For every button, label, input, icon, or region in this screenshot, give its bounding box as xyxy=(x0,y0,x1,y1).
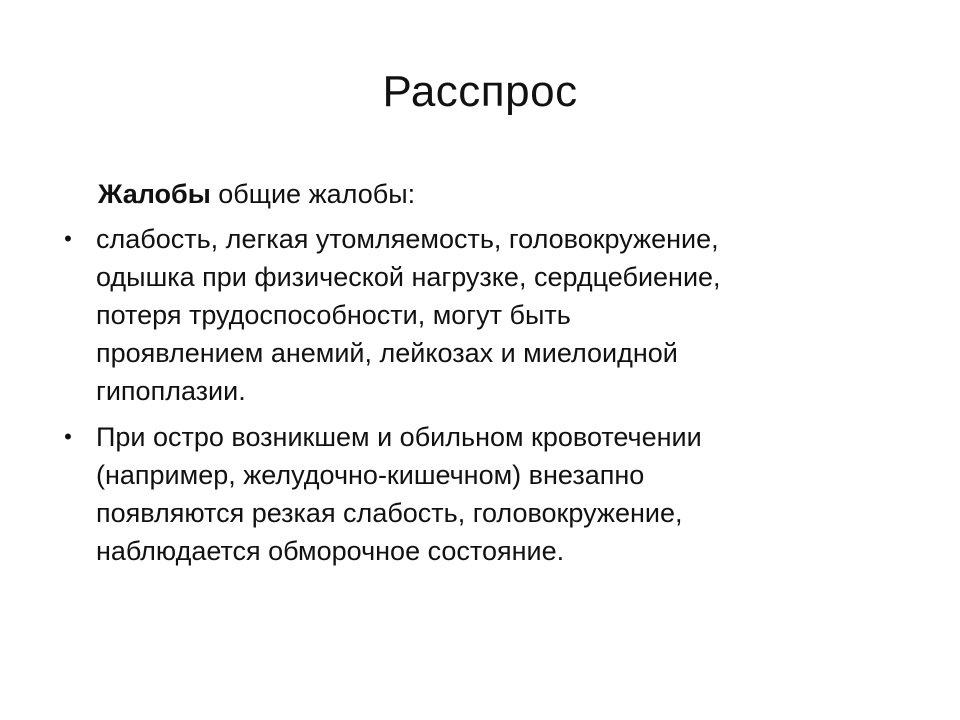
bullet-1-line-5: гипоплазии. xyxy=(96,376,246,406)
bullet-icon: • xyxy=(64,424,72,449)
bullet-2-line-1: При остро возникшем и обильном кровотечении xyxy=(96,422,702,452)
bullet-1-line-4: проявлением анемий, лейкозах и миелоидной xyxy=(96,338,678,368)
bullet-icon: • xyxy=(64,226,72,251)
intro-line xyxy=(98,175,415,213)
bullet-item-1 xyxy=(64,220,916,410)
bullet-2-line-2: (например, желудочно-кишечном) внезапно xyxy=(96,460,645,490)
intro-text: общие жалобы: xyxy=(210,179,416,209)
intro-bold-label: Жалобы xyxy=(98,179,211,209)
bullet-1-line-3: потеря трудоспособности, могут быть xyxy=(96,300,571,330)
bullet-2-line-4: наблюдается обморочное состояние. xyxy=(96,536,565,566)
bullet-list xyxy=(64,220,916,578)
bullet-2-line-3: появляются резкая слабость, головокружение, xyxy=(96,498,683,528)
bullet-1-line-2: одышка при физической нагрузке, сердцебиение, xyxy=(96,262,721,292)
slide-title: Расспрос xyxy=(382,67,578,116)
bullet-item-2 xyxy=(64,418,916,570)
bullet-1-line-1: слабость, легкая утомляемость, головокружение, xyxy=(96,224,719,254)
